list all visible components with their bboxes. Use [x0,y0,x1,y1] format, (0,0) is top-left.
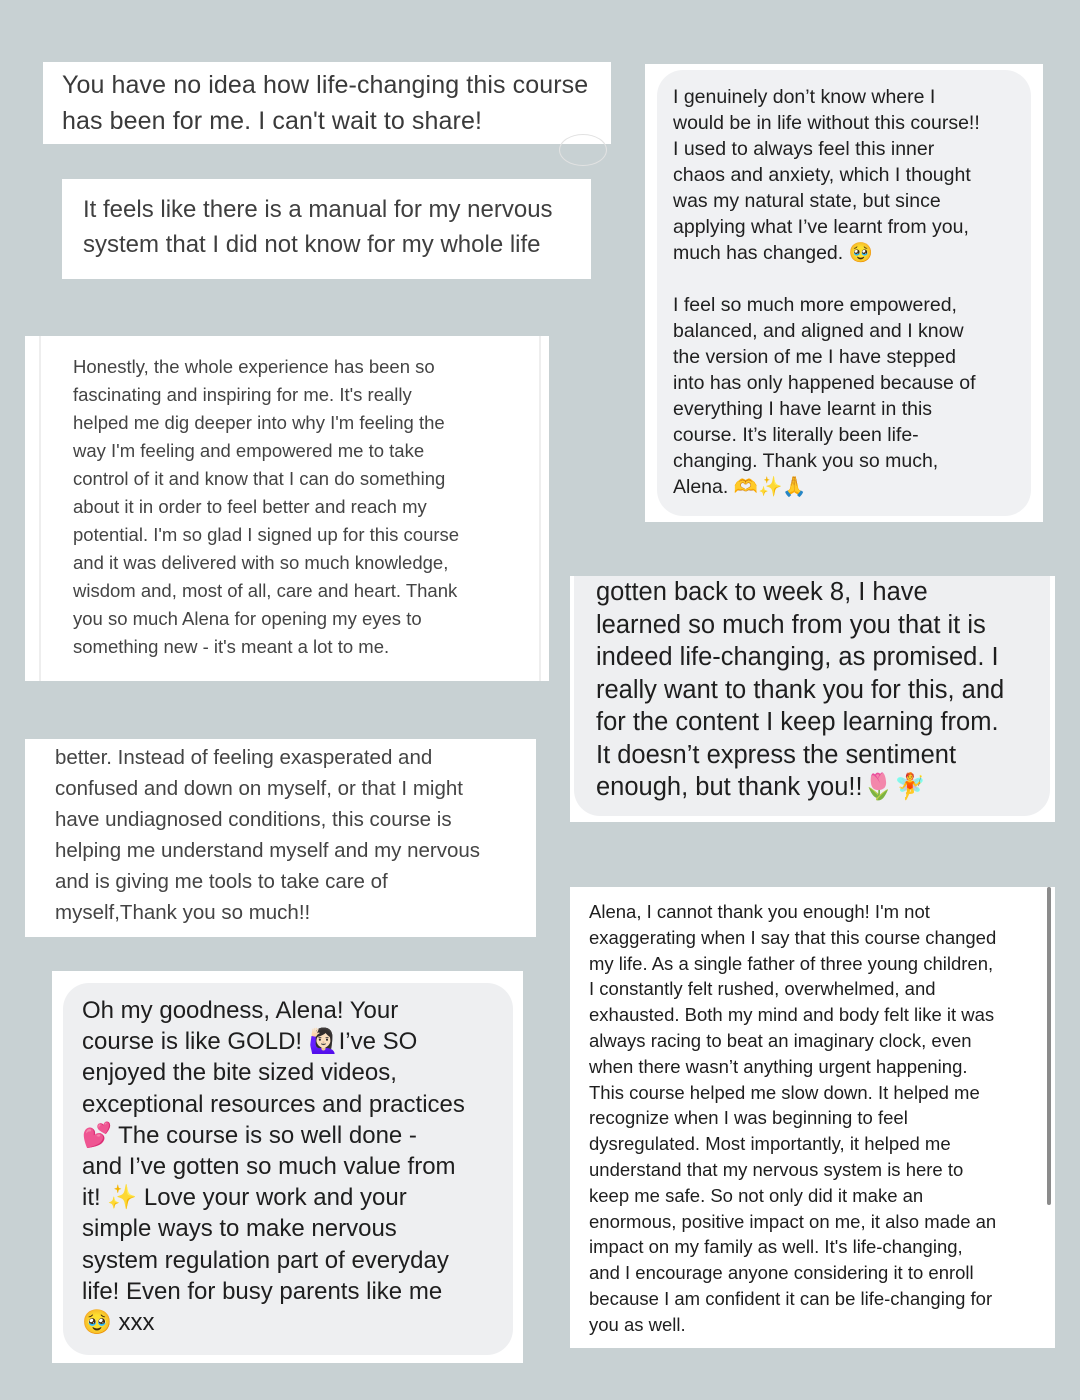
testimonial-text: gotten back to week 8, I have learned so much from you that it is indeed life-changing, as promised. I really want to thank you for this, and for the content I keep learning from. It doesn’t express the sentiment enough, but thank you!!🌷🧚 [596,578,1005,801]
testimonial-text: You have no idea how life-changing this course has been for me. I can't wait to share! [62,71,589,135]
reaction-button-outline [559,134,607,166]
testimonial-card-manual [62,179,591,279]
testimonial-text: It feels like there is a manual for my nervous system that I did not know for my whole life [83,196,553,258]
testimonial-card-fascinating [25,336,549,681]
message-bubble [657,70,1031,516]
testimonial-text: better. Instead of feeling exasperated and confused and down on myself, or that I might have undiagnosed conditions, this course is helping me understand myself and my nervous and is giving me tools to take care of myself,Thank you so much!! [55,746,481,924]
message-bubble [574,576,1050,816]
testimonial-card-gold [52,971,523,1363]
testimonial-text: Oh my goodness, Alena! Your course is like GOLD! 🙋🏻‍♀️I’ve SO enjoyed the bite sized videos, exceptional resources and practices 💕 The course is so well done - and I’ve gotten so much value from it! ✨ Love your work and your simple ways to make nervous system regulation part of everyday life! Even for busy parents like me 🥹 xxx [82,997,465,1337]
testimonial-card-better [25,739,536,937]
card-border [539,336,541,681]
testimonial-text: Alena, I cannot thank you enough! I'm not exaggerating when I say that this course changed my life. As a single father of three young children, I constantly felt rushed, overwhelmed, and exhausted. Both my mind and body felt like it was always racing to beat an imaginary clock, even when there wasn’t anything urgent happening. This course helped me slow down. It helped me recognize when I was beginning to feel dysregulated. Most importantly, it helped me understand that my nervous system is here to keep me safe. So not only did it make an enormous, positive impact on me, it also made an impact on my family as well. It's life-changing, and I encourage anyone considering it to enroll because I am confident it can be life-changing for you as well. [589,901,997,1335]
scrollbar[interactable] [1047,887,1051,1205]
testimonial-card-single-father [570,887,1055,1348]
testimonial-card-week-8 [570,576,1055,822]
testimonial-card-inner-chaos [645,64,1043,522]
testimonial-text: Honestly, the whole experience has been so fascinating and inspiring for me. It's really helped me dig deeper into why I'm feeling the way I'm feeling and empowered me to take control of it and know that I can do something about it in order to feel better and reach my potential. I'm so glad I signed up for this course and it was delivered with so much knowledge, wisdom and, most of all, care and heart. Thank you so much Alena for opening my eyes to something new - it's meant a lot to me. [73,356,460,657]
card-border [39,336,41,681]
testimonial-text: I genuinely don’t know where I would be in life without this course!! I used to always feel this inner chaos and anxiety, which I thought was my natural state, but since applying what I’ve learnt from you, much has changed. 🥹 I feel so much more empowered, balanced, and aligned and I know the version of me I have stepped into has only happened because of everything I have learnt in this course. It’s literally been life- changing. Thank you so much, Alena. 🫶✨🙏 [673,86,980,498]
message-bubble [63,983,513,1355]
testimonial-card-life-changing [43,62,611,144]
